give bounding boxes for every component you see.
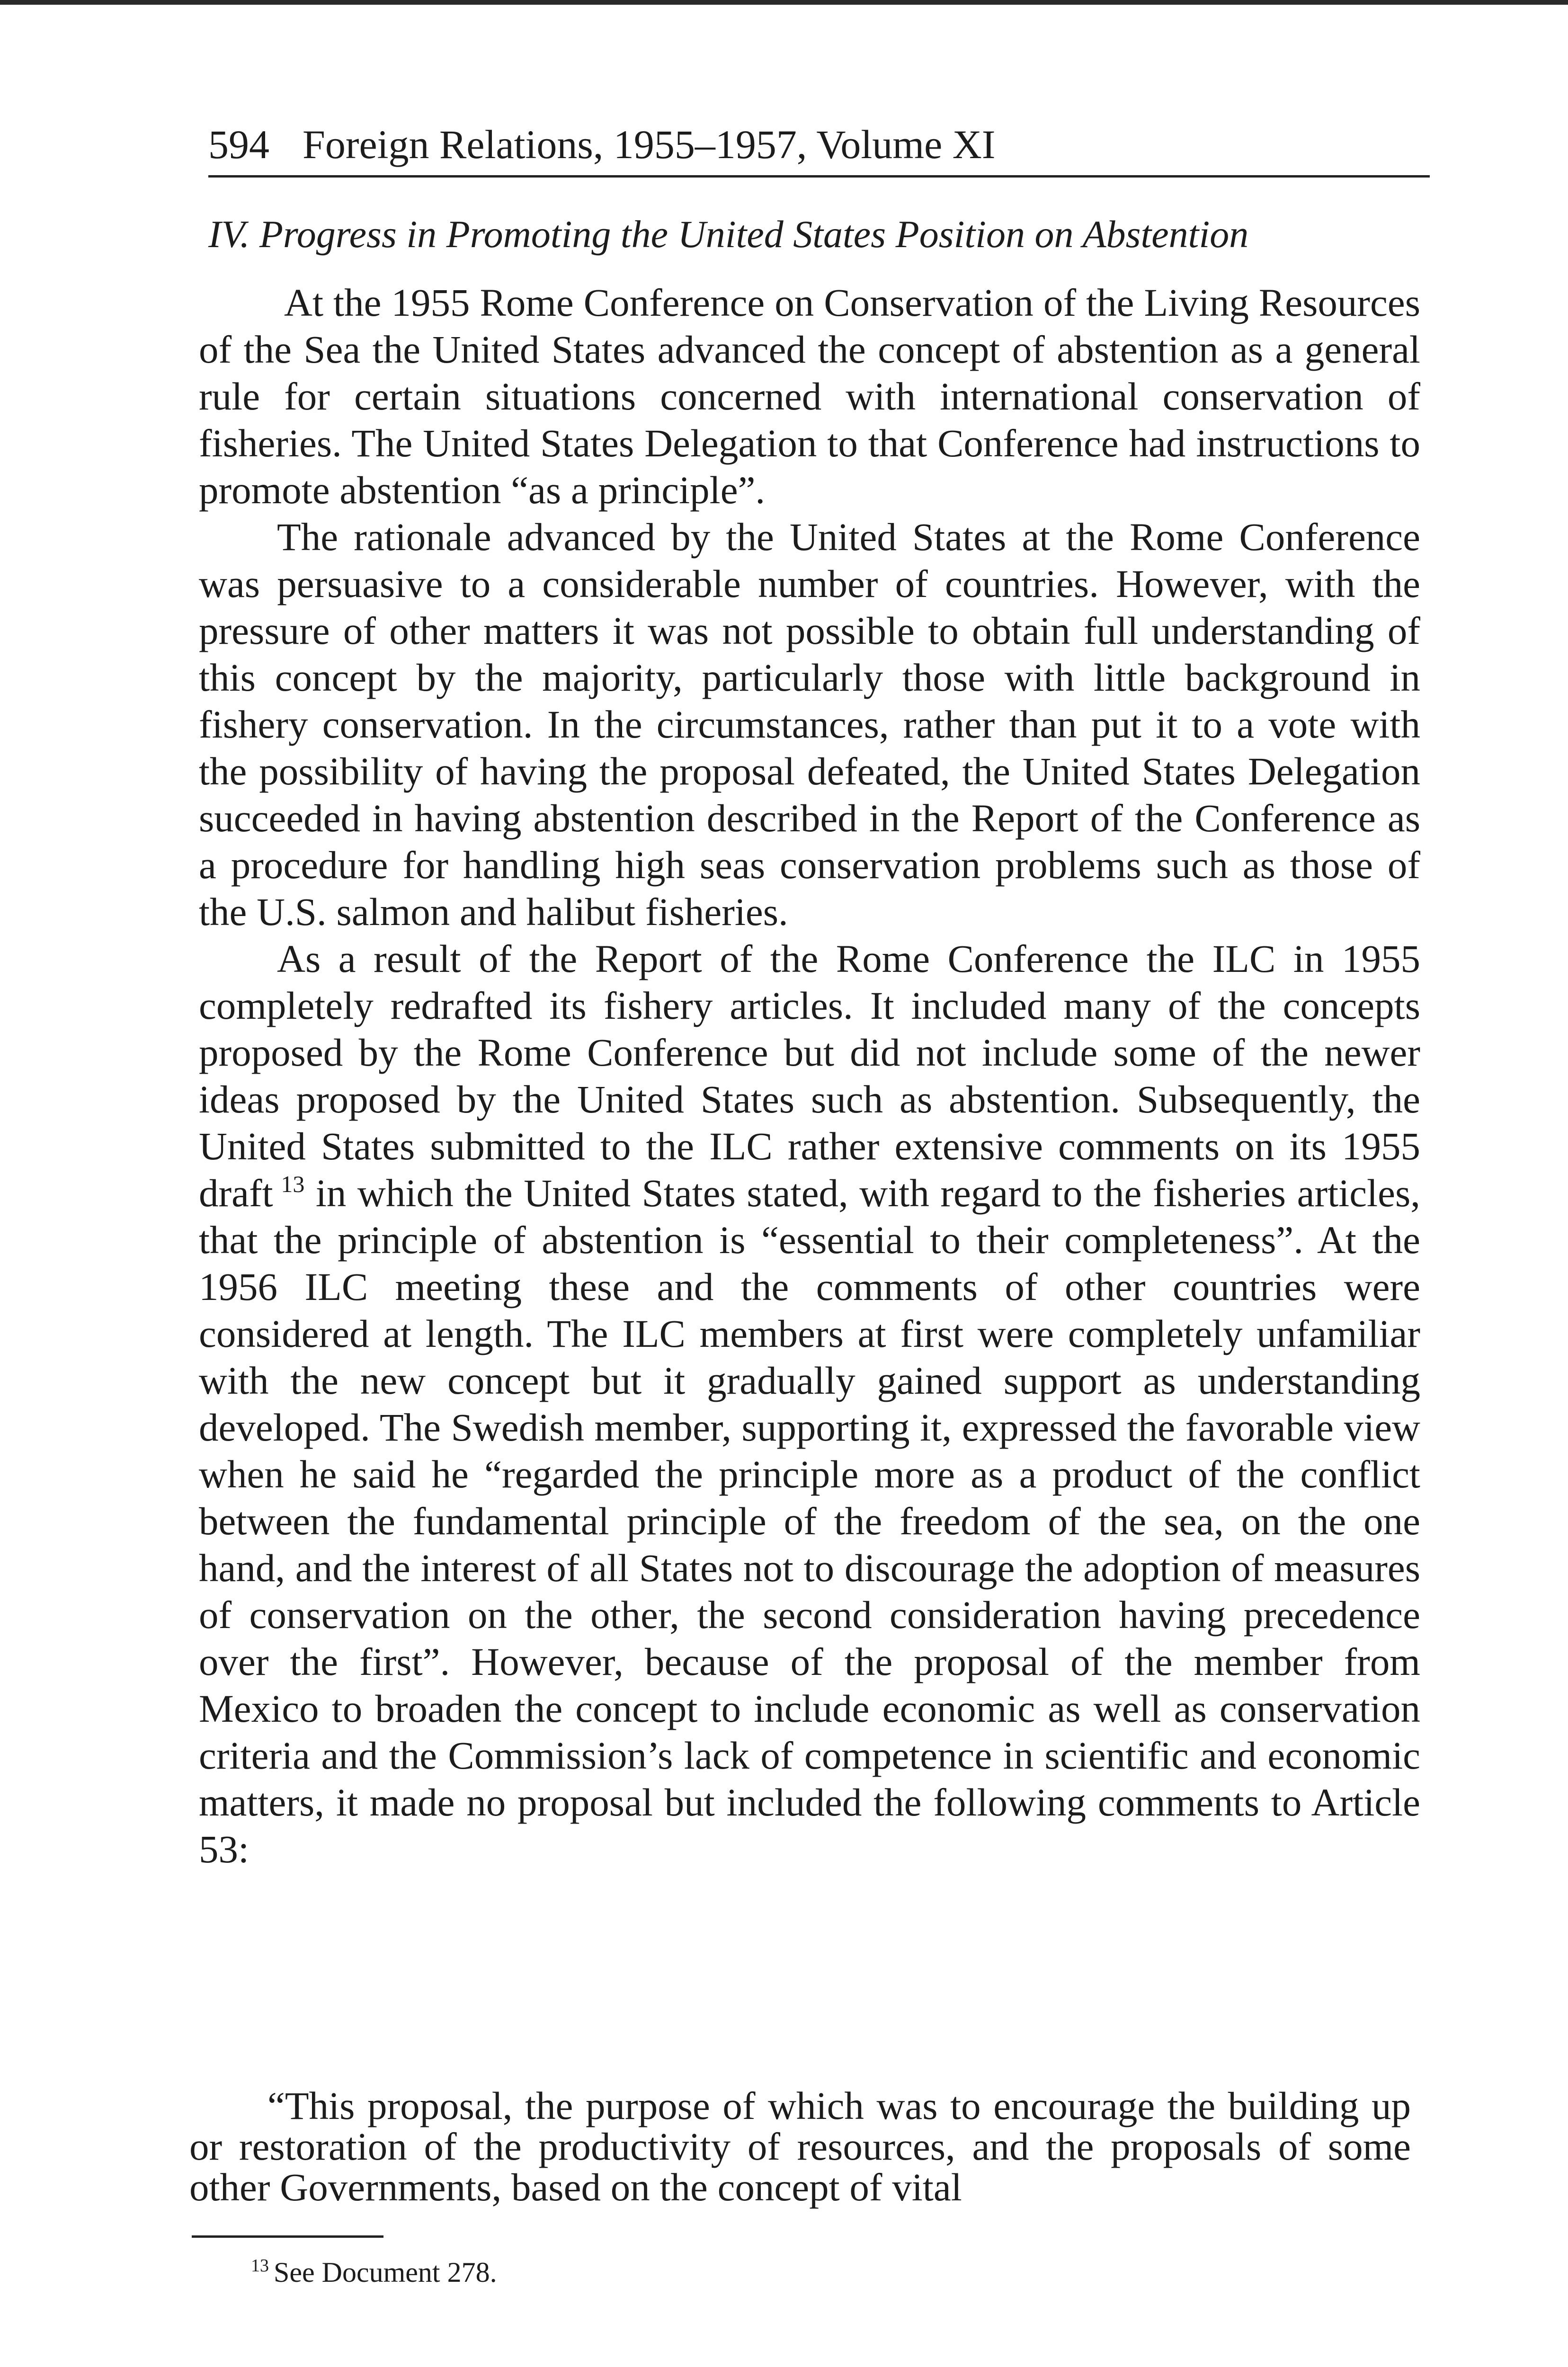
running-title: Foreign Relations, 1955–1957, Volume XI <box>303 122 996 167</box>
paragraph-rationale: The rationale advanced by the United States at the Rome Conference was persuasive to a considerable number of countries. However, with the pressure of other matters it was not possible to obtain full understanding of this concept by the majority, particularly those with little background in fishery conservation. In the circumstances, rather than put it to a vote with the possibility of having the proposal defeated, the United States Delegation succeeded in having abstention described in the Report of the Conference as a procedure for handling high seas conservation problems such as those of the U.S. salmon and halibut fisheries. <box>199 515 1420 934</box>
paragraph-ilc-redraft <box>199 935 1420 1873</box>
footnote-divider <box>192 2235 383 2238</box>
paragraph-rome-conference: At the 1955 Rome Conference on Conservation of the Living Resources of the Sea the United States advanced the concept of abstention as a general rule for certain situations concerned with international conservation of fisheries. The United States Delegation to that Conference had instructions to promote abstention “as a principle”. <box>199 281 1420 512</box>
body-text <box>199 279 1420 1873</box>
footnote-reference: 13 <box>281 1171 305 1197</box>
running-header <box>208 114 1430 178</box>
paragraph-text: in which the United States stated, with regard to the fisheries articles, that the principle of abstention is “essential to their completeness”. At the 1956 ILC meeting these and the comments of other countries were considered at length. The ILC members at first were completely unfamiliar with the new concept but it gradually gained support as understanding developed. The Swedish member, supporting it, expressed the favorable view when he said he “regarded the principle more as a product of the conflict between the fundamental principle of the freedom of the sea, on the one hand, and the interest of all States not to discourage the adoption of measures of conservation on the other, the second consideration having precedence over the first”. However, because of the proposal of the member from Mexico to broaden the concept to include economic as well as conservation criteria and the Commission’s lack of competence in scientific and economic matters, it made no proposal but included the following comments to Article 53: <box>199 1171 1420 1871</box>
footnote <box>251 2253 497 2291</box>
footnote-number: 13 <box>251 2256 269 2276</box>
page-number: 594 <box>208 122 269 167</box>
top-scan-edge <box>0 0 1568 5</box>
footnote-text: See Document 278. <box>274 2257 497 2288</box>
section-heading: IV. Progress in Promoting the United States Position on Abstention <box>208 213 1249 256</box>
quote-text: “This proposal, the purpose of which was to encourage the building up or restoration of the productivity of resources, and the proposals of some other Governments, based on the concept of vital <box>189 2084 1411 2209</box>
block-quote <box>189 2085 1411 2207</box>
paragraph-text: As a result of the Report of the Rome Conference the ILC in 1955 completely redrafted its fishery articles. It included many of the concepts proposed by the Rome Conference but did not include some of the newer ideas proposed by the United States such as abstention. Subsequently, the United States submitted to the ILC rather extensive comments on its 1955 draft <box>199 937 1420 1215</box>
